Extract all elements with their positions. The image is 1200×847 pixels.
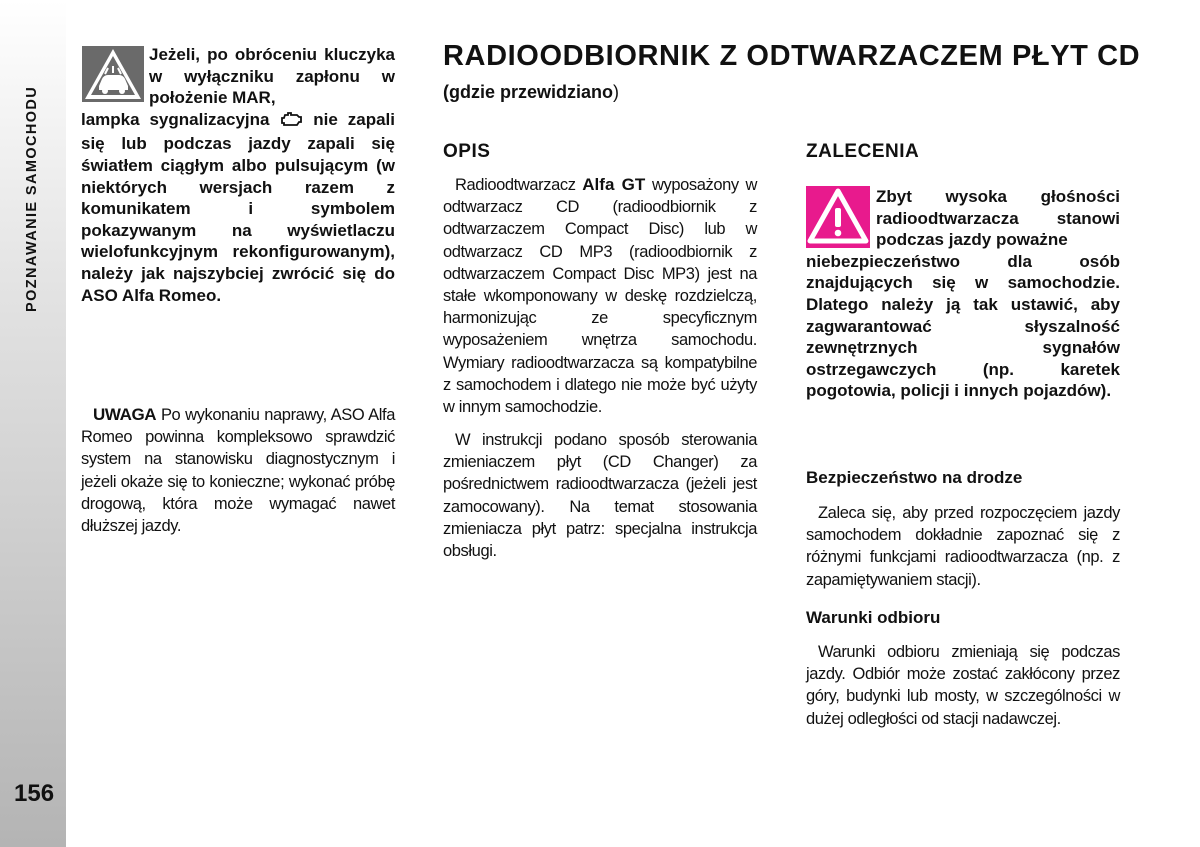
road-safety-paragraph: Zaleca się, aby przed rozpoczęciem jazdy samochodem dokładnie zapoznać się z różnymi funkcjami radioodtwarzacza (np. z zapamiętywaniem stacji). — [806, 504, 1120, 589]
heading-opis: OPIS — [443, 141, 491, 162]
ignition-warning — [81, 44, 395, 306]
warning-text-b: nie zapali się lub podczas jazdy zapali się światłem ciągłym albo pulsującym (w niektórych wersjach razem z komunikatem i symbolem pokazywanym na wyświetlaczu wielofunkcyjnym rekonfigurowanym), należy jak najszybciej zwrócić się do ASO Alfa Romeo. — [81, 109, 395, 305]
warning-lead: Jeżeli, po obróceniu kluczyka w wyłączniku zapłonu w położenie MAR, — [149, 45, 395, 108]
subtitle-close: ) — [613, 82, 620, 102]
opis-paragraph-2: W instrukcji podano sposób sterowania zmieniaczem płyt (CD Changer) za pośrednictwem radioodtwarzacza (jeżeli jest zamocowany). Na temat stosowania zmieniacza płyt patrz: specjalna instrukcja obsługi. — [443, 431, 757, 561]
volume-warning-rest: niebezpieczeństwo dla osób znajdujących się w samochodzie. Dlatego należy ją tak ustawić, aby zagwarantować słyszalność zewnętrznych sygnałów ostrzegawczych (np. karetek pogotowia, policji i innych pojazdów). — [806, 251, 1120, 401]
engine-check-icon — [279, 112, 303, 134]
volume-warning — [806, 186, 1120, 402]
volume-warning-lead: Zbyt wysoka głośności radioodtwarzacza stanowi podczas jazdy poważne — [876, 187, 1120, 250]
note-paragraph — [81, 404, 395, 537]
subheading-reception: Warunki odbioru — [806, 608, 941, 627]
note-keyword: UWAGA — [93, 405, 157, 424]
opis-p1-a: Radioodtwarzacz — [455, 176, 576, 194]
subtitle-text: (gdzie przewidziano — [443, 82, 614, 102]
brand-name: Alfa GT — [582, 175, 646, 194]
note-text: Po wykonaniu naprawy, ASO Alfa Romeo powinna kompleksowo sprawdzić system na stanowisku diagnostycznym i jeżeli okaże się to konieczne; wykonać próbę drogową, która może wymagać nawet dłuższej jazdy. — [81, 406, 395, 536]
opis-p1-b: wyposażony w odtwarzacz CD (radioodbiornik z odtwarzaczem Compact Disc) lub w odtwarzacz CD MP3 (radioodbiornik z odtwarzaczem Compact Disc MP3) jest na stałe wkomponowany w deskę rozdzielczą, harmonizując ze specyficznym wyposażeniem wnętrza samochodu. Wymiary radioodtwarzacza są kompatybilne z samochodem i dlatego nie może być użyty w innym samochodzie. — [443, 176, 758, 417]
page-number: 156 — [14, 780, 55, 807]
warning-text-a: lampka sygnalizacyjna — [81, 109, 270, 129]
subheading-road-safety: Bezpieczeństwo na drodze — [806, 468, 1023, 487]
page-subtitle — [443, 82, 619, 103]
section-label: POZNAWANIE SAMOCHODU — [24, 85, 40, 312]
opis-paragraph-1 — [443, 174, 757, 418]
heading-zalecenia: ZALECENIA — [806, 141, 920, 162]
page-title: RADIOODBIORNIK Z ODTWARZACZEM PŁYT CD — [443, 40, 1141, 72]
reception-paragraph: Warunki odbioru zmieniają się podczas jazdy. Odbiór może zostać zakłócony przez góry, budynki lub mosty, w szczególności w dużej odległości od stacji nadawczej. — [806, 643, 1120, 728]
